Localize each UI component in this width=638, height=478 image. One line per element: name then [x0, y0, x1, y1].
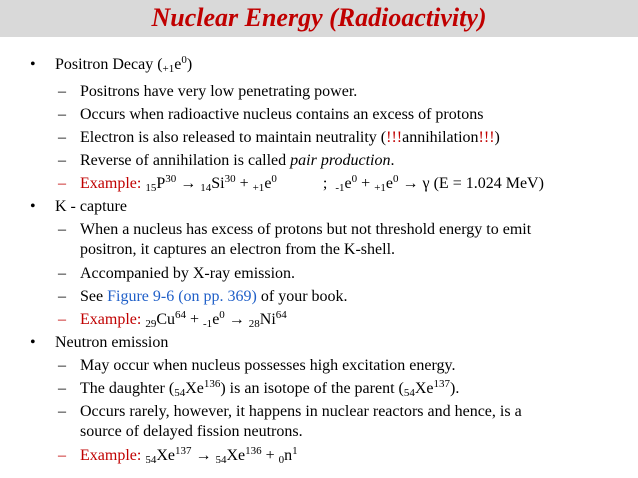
- kcapture-example: Example: $_{29}Cu^{64} + _{-1}e^0 \to _{28}Ni^{64}$: [80, 309, 287, 330]
- figure-reference-link[interactable]: Figure 9-6 (on pp. 369): [107, 288, 257, 305]
- positron-example: Example: $_{15}P^{30} \to _{14}Si^{30} + _{+1}e^0$ ; $_{-1}e^0 + _{+1}e^0 \to \gamma$ (E = 1.024 MeV): [80, 173, 544, 194]
- kcapture-item-1-line-2: positron, it captures an electron from the K-shell.: [80, 241, 396, 258]
- positron-item-4: Reverse of annihilation is called pair production.: [80, 152, 395, 169]
- dash: –: [58, 129, 66, 146]
- dash: –: [58, 83, 66, 100]
- dash: –: [58, 265, 66, 282]
- kcapture-heading: K - capture: [55, 198, 127, 215]
- bullet: •: [30, 56, 36, 73]
- kcapture-item-1-line-1: When a nucleus has excess of protons but not threshold energy to emit: [80, 221, 532, 238]
- dash: –: [58, 221, 66, 238]
- neutron-item-1: May occur when nucleus possesses high excitation energy.: [80, 357, 456, 374]
- positron-item-3: Electron is also released to maintain neutrality (!!!annihilation!!!): [80, 129, 500, 146]
- bullet: •: [30, 334, 36, 351]
- dash: –: [58, 288, 66, 305]
- dash: –: [58, 447, 66, 464]
- dash: –: [58, 403, 66, 420]
- kcapture-item-2: Accompanied by X-ray emission.: [80, 265, 296, 282]
- dash: –: [58, 175, 66, 192]
- dash: –: [58, 357, 66, 374]
- dash: –: [58, 152, 66, 169]
- dash: –: [58, 311, 66, 328]
- neutron-item-3-line-2: source of delayed fission neutrons.: [80, 423, 303, 440]
- positron-heading: Positron Decay $(_{+1}e^0)$: [55, 54, 193, 75]
- bullet: •: [30, 198, 36, 215]
- dash: –: [58, 106, 66, 123]
- kcapture-item-3: See Figure 9-6 (on pp. 369) of your book.: [80, 288, 348, 305]
- positron-item-1: Positrons have very low penetrating power.: [80, 83, 358, 100]
- slide-title: Nuclear Energy (Radioactivity): [151, 3, 487, 32]
- positron-item-2: Occurs when radioactive nucleus contains an excess of protons: [80, 106, 484, 123]
- neutron-heading: Neutron emission: [55, 334, 169, 351]
- neutron-example: Example: $_{54}Xe^{137} \to _{54}Xe^{136} + _0n^1$: [80, 445, 298, 466]
- neutron-item-2: The daughter $(_{54}Xe^{136})$ is an isotope of the parent $(_{54}Xe^{137})$.: [80, 378, 460, 399]
- dash: –: [58, 380, 66, 397]
- neutron-item-3-line-1: Occurs rarely, however, it happens in nuclear reactors and hence, is a: [80, 403, 522, 420]
